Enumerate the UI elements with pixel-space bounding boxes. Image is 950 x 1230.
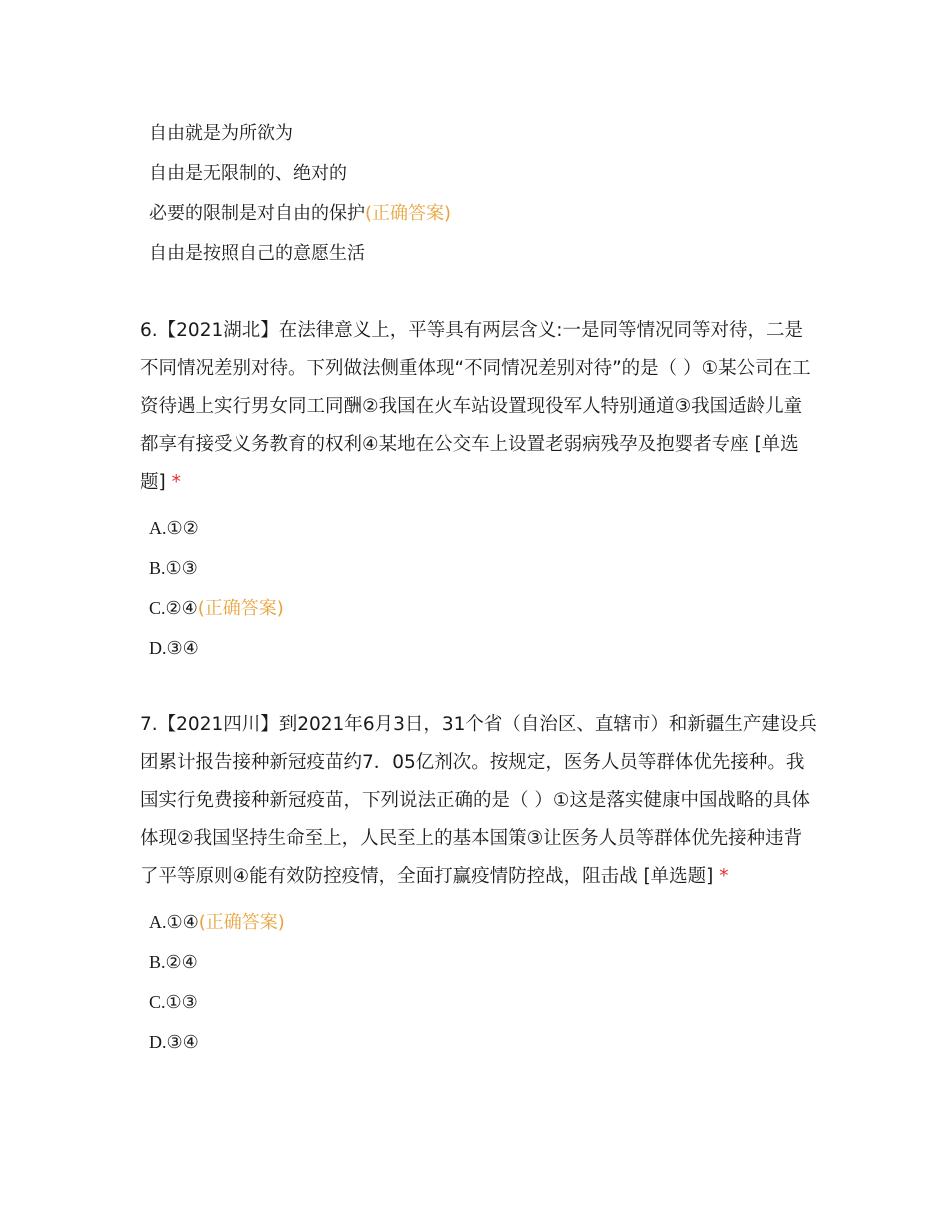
option-text: B.①③ — [149, 558, 198, 578]
q6-option-b — [149, 556, 198, 581]
prev-option-4 — [149, 242, 365, 266]
prev-option-3 — [149, 202, 451, 226]
q6-option-a — [149, 516, 199, 541]
option-text: B.②④ — [149, 952, 198, 972]
q7-option-b — [149, 950, 198, 975]
correct-answer-tag: (正确答案) — [365, 203, 452, 224]
q7-option-d — [149, 1030, 199, 1055]
option-text: A.①④ — [149, 912, 199, 932]
q6-option-c — [149, 596, 284, 621]
required-mark: * — [719, 866, 729, 887]
option-text: C.①③ — [149, 992, 198, 1012]
q7-option-c — [149, 990, 198, 1015]
question-text: 6.【2021湖北】在法律意义上，平等具有两层含义:一是同等情况同等对待，二是不同情况差别对待。下列做法侧重体现“不同情况差别对待”的是（ ）①某公司在工资待遇上实行男女同工同酬②我国在火车站设置现役军人特别通道③我国适龄儿童都享有接受义务教育的权利④某地在公交车上设置老弱病残孕及抱婴者专座 [单选题] — [140, 320, 811, 493]
q7-option-a — [149, 910, 285, 935]
question-6 — [140, 312, 820, 502]
question-text: 7.【2021四川】到2021年6月3日，31个省（自治区、直辖市）和新疆生产建设兵团累计报告接种新冠疫苗约7．05亿剂次。按规定，医务人员等群体优先接种。我国实行免费接种新冠疫苗，下列说法正确的是（ ）①这是落实健康中国战略的具体体现②我国坚持生命至上，人民至上的基本国策③让医务人员等群体优先接种违背了平等原则④能有效防控疫情，全面打赢疫情防控战，阻击战 [单选题] — [140, 714, 817, 887]
prev-option-1 — [149, 122, 293, 146]
option-text: 自由是按照自己的意愿生活 — [149, 243, 365, 264]
required-mark: * — [171, 472, 181, 493]
option-text: D.③④ — [149, 1032, 199, 1052]
correct-answer-tag: (正确答案) — [198, 912, 285, 933]
correct-answer-tag: (正确答案) — [197, 598, 284, 619]
option-text: 必要的限制是对自由的保护 — [149, 203, 365, 224]
option-text: A.①② — [149, 518, 199, 538]
prev-option-2 — [149, 162, 347, 186]
question-7 — [140, 706, 820, 896]
option-text: D.③④ — [149, 638, 199, 658]
option-text: 自由是无限制的、绝对的 — [149, 163, 347, 184]
option-text: C.②④ — [149, 598, 198, 618]
option-text: 自由就是为所欲为 — [149, 123, 293, 144]
q6-option-d — [149, 636, 199, 661]
